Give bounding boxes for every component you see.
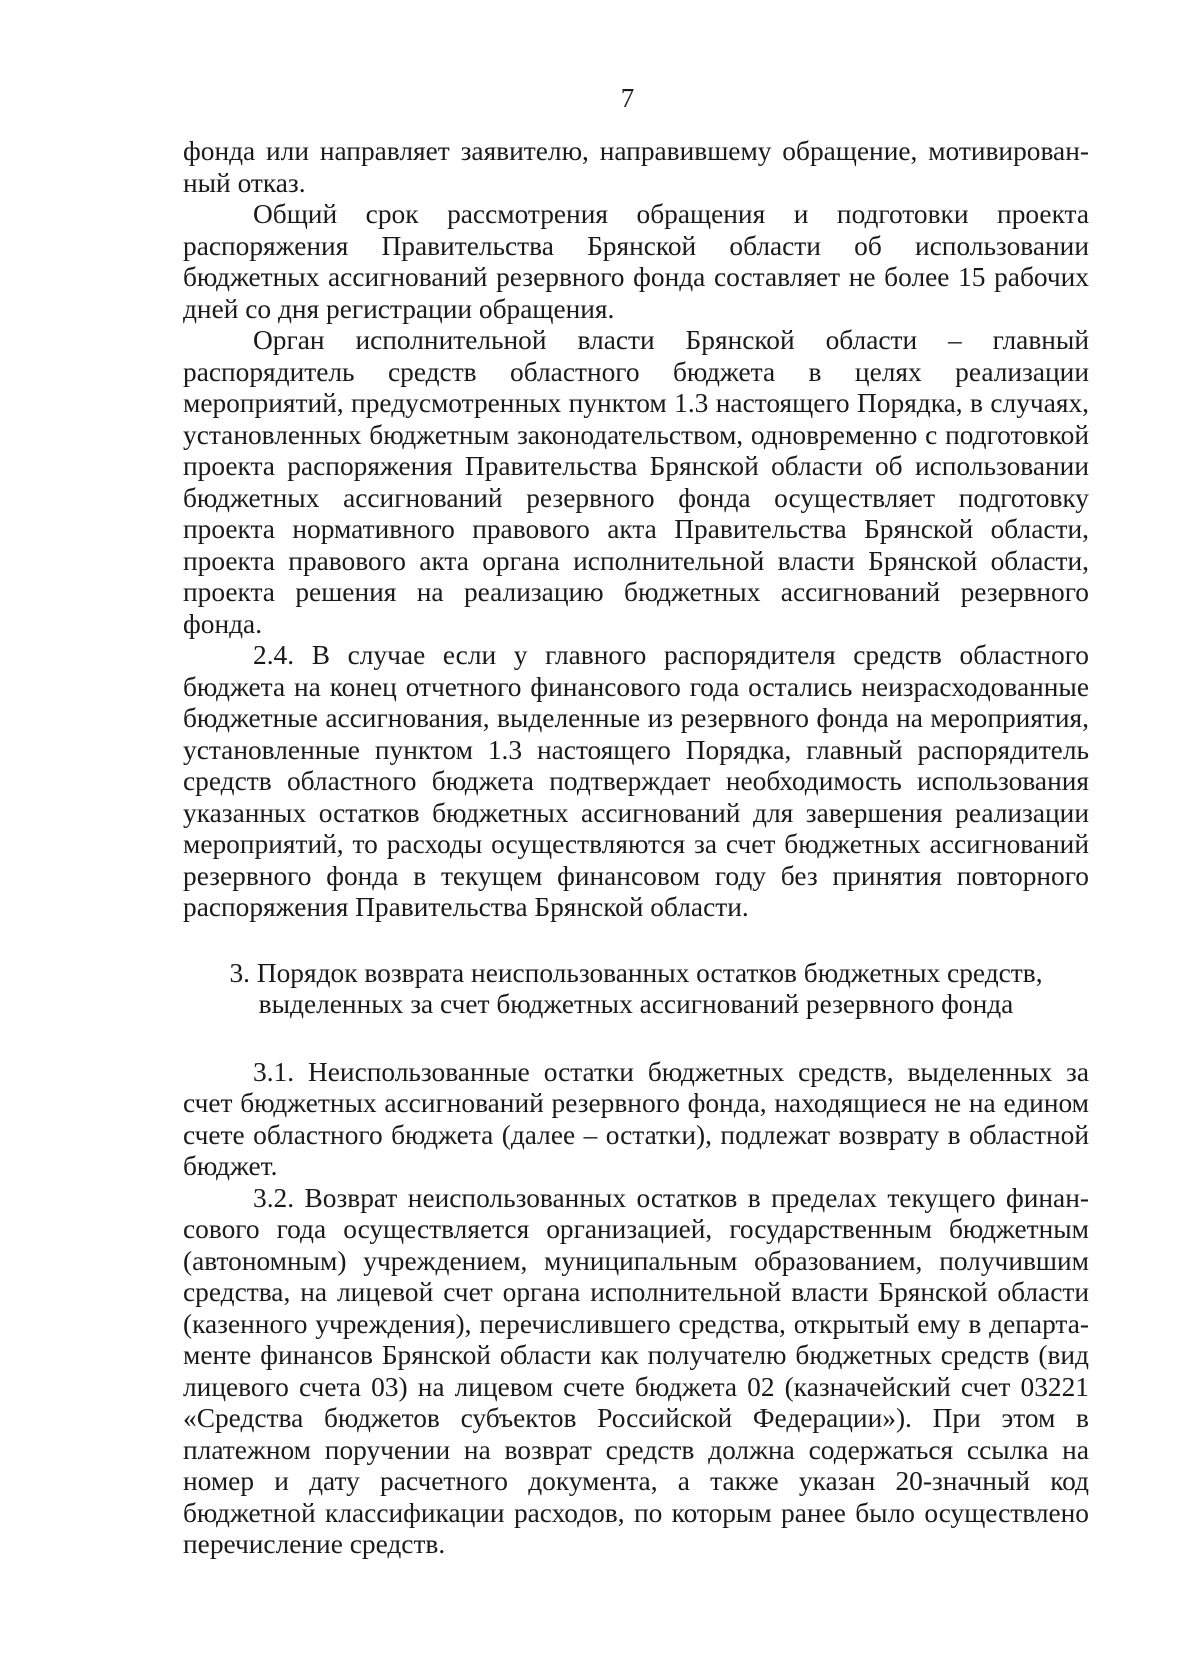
paragraph-review-period: Общий срок рассмотрения обращения и подготовки проекта распоряжения Правительства Брянской области об использовании бюджетных ассигнований резервного фонда составляет не более 15 рабочих дней со дня регистрации обращения. xyxy=(183,199,1089,324)
section-heading-line-2: выделенных за счет бюджетных ассигнований резервного фонда xyxy=(258,989,1014,1019)
paragraph-3-2: 3.2. Возврат неиспользованных остатков в пределах текущего финансового года осуществляется организацией, государственным бюджетным (автономным) учреждением, муниципальным образованием, получившим средства, на лицевой счет органа исполнительной власти Брянской области (казенного учреждения), перечислившего средства, открытый ему в департаменте финансов Брянской области как получателю бюджетных средств (вид лицевого счета 03) на лицевом счете бюджета 02 (казначейский счет 03221 «Средства бюджетов субъектов Российской Федерации»). При этом в платежном поручении на возврат средств должна содержаться ссылка на номер и дату расчетного документа, а также указан 20-значный код бюджетной классификации расходов, по которым ранее было осуществлено перечисление средств. xyxy=(183,1182,1089,1559)
page-number: 7 xyxy=(620,83,635,113)
paragraph-2-4: 2.4. В случае если у главного распорядителя средств областного бюджета на конец отчетного финансового года остались неизрасходованные бюджетные ассигнования, выделенные из резервного фонда на мероприятия, установленные пунктом 1.3 настоящего Порядка, главный распорядитель средств областного бюджета подтверждает необходимость использования указанных остатков бюджетных ассигнований для завершения реализации мероприятий, то расходы осуществляются за счет бюджетных ассигнований резервного фонда в текущем финансовом году без принятия повторного распоряжения Правительства Брянской области. xyxy=(183,640,1089,922)
paragraph-3-1: 3.1. Неиспользованные остатки бюджетных средств, выделенных за счет бюджетных ассигнований резервного фонда, находящиеся не на едином счете областного бюджета (далее – остатки), подлежат возврату в областной бюджет. xyxy=(183,1056,1089,1181)
section-heading xyxy=(183,958,1089,1021)
document-body xyxy=(183,136,1089,1561)
section-heading-line-1: 3. Порядок возврата неиспользованных остатков бюджетных средств, xyxy=(229,957,1043,988)
paragraph-continuation: фонда или направляет заявителю, направившему обращение, мотивированный отказ. xyxy=(183,136,1089,198)
paragraph-executive-body: Орган исполнительной власти Брянской области – главный распорядитель средств областного бюджета в целях реализации мероприятий, предусмотренных пунктом 1.3 настоящего Порядка, в случаях, установленных бюджетным законодательством, одновременно с подготовкой проекта распоряжения Правительства Брянской области об использовании бюджетных ассигнований резервного фонда осуществляет подготовку проекта нормативного правового акта Правительства Брянской области, проекта правового акта органа исполнительной власти Брянской области, проекта решения на реализацию бюджетных ассигнований резервного фонда. xyxy=(183,325,1089,639)
